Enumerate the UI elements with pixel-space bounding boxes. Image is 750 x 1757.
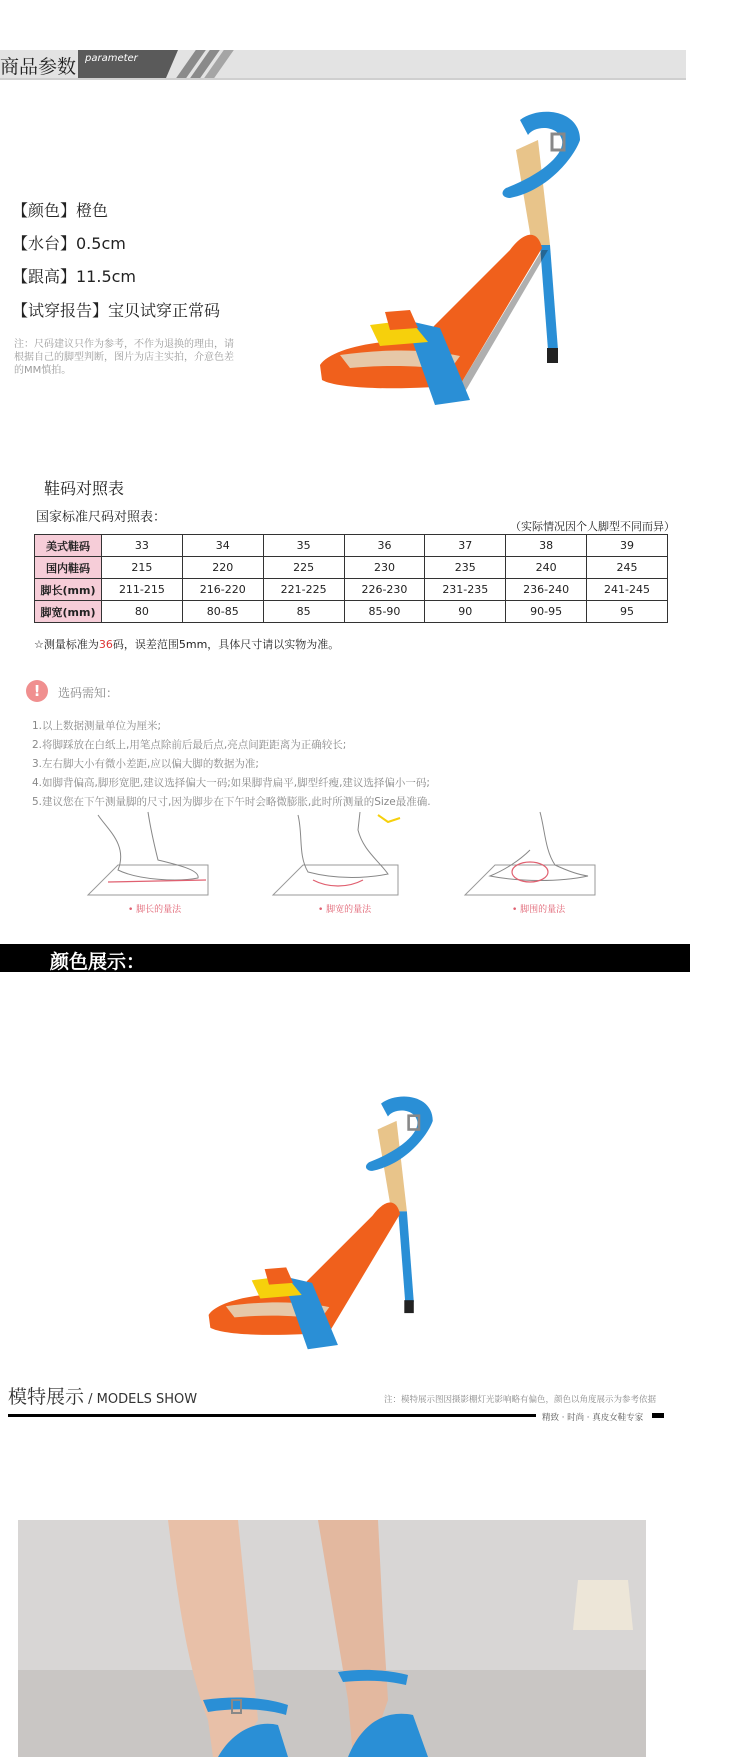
table-cell: 80-85 <box>182 601 263 623</box>
table-row <box>35 535 668 557</box>
table-cell: 221-225 <box>263 579 344 601</box>
table-cell: 211-215 <box>102 579 183 601</box>
table-cell: 231-235 <box>425 579 506 601</box>
table-cell: 241-245 <box>587 579 668 601</box>
table-cell: 240 <box>506 557 587 579</box>
size-chart-title: 鞋码对照表 <box>44 479 125 498</box>
caption-foot-width: • 脚宽的量法 <box>318 905 372 915</box>
color-section-bar <box>0 944 690 972</box>
table-cell: 33 <box>102 535 183 557</box>
table-cell: 225 <box>263 557 344 579</box>
tip-item: 5.建议您在下午测量脚的尺寸,因为脚步在下午时会略微膨胀,此时所测量的Size最准确. <box>32 796 431 808</box>
table-cell: 38 <box>506 535 587 557</box>
color-sandal-image <box>200 1085 450 1355</box>
caption-foot-girth: • 脚围的量法 <box>512 905 566 915</box>
size-chart-note: （实际情况因个人脚型不同而异） <box>510 520 675 533</box>
table-cell: 235 <box>425 557 506 579</box>
footnote-prefix: ☆测量标准为 <box>34 638 99 651</box>
models-section-title <box>8 1382 197 1409</box>
row-label: 脚宽(mm) <box>35 601 102 623</box>
models-title-en: / MODELS SHOW <box>84 1392 198 1407</box>
footnote-suffix: 码，误差范围5mm，具体尺寸请以实物为准。 <box>112 638 340 651</box>
table-cell: 39 <box>587 535 668 557</box>
size-chart-footnote <box>34 636 339 652</box>
table-cell: 90-95 <box>506 601 587 623</box>
table-cell: 85-90 <box>344 601 425 623</box>
table-row <box>35 601 668 623</box>
tip-item: 2.将脚踩放在白纸上,用笔点除前后最后点,亮点间距距离为正确较长; <box>32 739 347 751</box>
warning-icon: ! <box>26 680 48 702</box>
model-legs-illustration <box>18 1520 646 1757</box>
tip-item: 3.左右脚大小有微小差距,应以偏大脚的数据为准; <box>32 758 259 770</box>
models-note: 注：模特展示图因摄影棚灯光影响略有偏色，颜色以角度展示为参考依据 <box>384 1395 657 1405</box>
tip-item: 1.以上数据测量单位为厘米; <box>32 720 162 732</box>
tips-title: 选码需知： <box>58 686 119 700</box>
foot-width-figure <box>268 810 408 900</box>
footnote-highlight: 36 <box>98 638 113 651</box>
table-cell: 95 <box>587 601 668 623</box>
row-label: 美式鞋码 <box>35 535 102 557</box>
table-cell: 215 <box>102 557 183 579</box>
size-chart-subtitle: 国家标准尺码对照表： <box>36 510 167 525</box>
product-sandal-image <box>310 100 600 410</box>
table-cell: 216-220 <box>182 579 263 601</box>
table-row <box>35 579 668 601</box>
spec-fit-report: 【试穿报告】宝贝试穿正常码 <box>12 301 221 320</box>
table-row <box>35 557 668 579</box>
table-cell: 36 <box>344 535 425 557</box>
spec-color: 【颜色】橙色 <box>12 201 109 220</box>
spec-heel-height: 【跟高】11.5cm <box>12 267 137 286</box>
table-cell: 80 <box>102 601 183 623</box>
caption-foot-length: • 脚长的量法 <box>128 905 182 915</box>
table-cell: 245 <box>587 557 668 579</box>
table-cell: 34 <box>182 535 263 557</box>
models-slogan: 精致 · 时尚 · 真皮女鞋专家 <box>542 1413 644 1423</box>
size-chart-table <box>34 534 668 623</box>
tip-item: 4.如脚背偏高,脚形宽肥,建议选择偏大一码;如果脚背扁平,脚型纤瘦,建议选择偏小一码; <box>32 777 430 789</box>
foot-girth-figure <box>460 810 600 900</box>
header-title: 商品参数 <box>0 56 77 78</box>
table-cell: 90 <box>425 601 506 623</box>
header-divider <box>0 78 686 80</box>
parameter-header <box>0 50 686 78</box>
models-divider <box>8 1414 536 1417</box>
spec-note: 注：尺码建议只作为参考，不作为退换的理由，请根据自己的脚型判断，图片为店主实拍，介意色差的MM慎拍。 <box>14 339 234 376</box>
color-section-title: 颜色展示： <box>50 951 146 973</box>
foot-length-figure <box>78 810 218 900</box>
spec-platform: 【水台】0.5cm <box>12 234 126 253</box>
header-subtitle: parameter <box>85 53 138 64</box>
models-divider-mark <box>652 1413 664 1418</box>
table-cell: 220 <box>182 557 263 579</box>
table-cell: 35 <box>263 535 344 557</box>
model-photo <box>18 1520 646 1757</box>
table-cell: 236-240 <box>506 579 587 601</box>
table-cell: 85 <box>263 601 344 623</box>
row-label: 国内鞋码 <box>35 557 102 579</box>
table-cell: 226-230 <box>344 579 425 601</box>
row-label: 脚长(mm) <box>35 579 102 601</box>
table-cell: 37 <box>425 535 506 557</box>
table-cell: 230 <box>344 557 425 579</box>
models-title-cn: 模特展示 <box>8 1386 85 1408</box>
